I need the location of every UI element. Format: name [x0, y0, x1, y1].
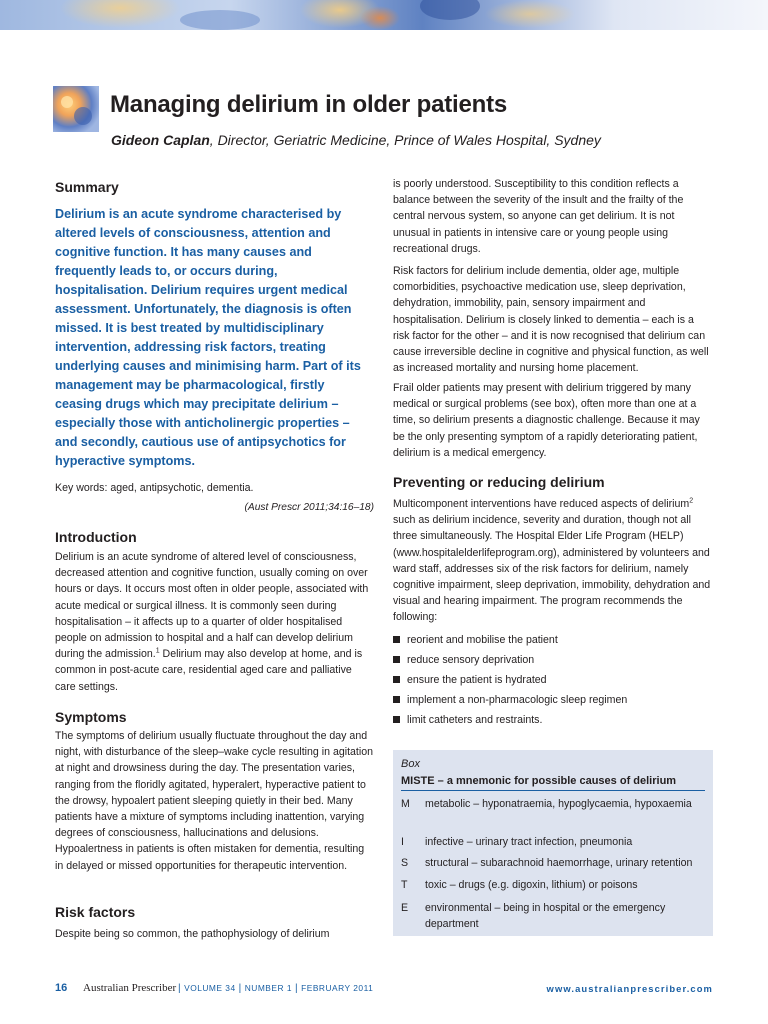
- journal-name: Australian Prescriber: [83, 982, 177, 994]
- recommendations-list: [393, 630, 713, 730]
- list-item-text: ensure the patient is hydrated: [407, 674, 547, 686]
- summary-text: Delirium is an acute syndrome characterised by altered levels of consciousness, attention and cognitive function. It has many causes and frequently leads to, or occurs during, hospitalisation. Delirium requires urgent medical assessment. Unfortunately, the diagnosis is often missed. It is best treated by multidisciplinary intervention, addressing risk factors, treating underlying causes and minimising harm. Part of its management may be pharmacological, firstly ceasing drugs which may precipitate delirium – especially those with anticholinergic properties – and secondly, cautious use of antipsychotics for hyperactive symptoms.: [55, 207, 361, 468]
- preventing-text-b: such as delirium incidence, severity and duration, though not all three simultaneously. The Hospital Elder Life Program (HELP) (www.hospitalelderlifeprogram.org), administered by volunteers and ward staff, addresses six of the risk factors for delirium, namely cognitive impairment, sleep deprivation, immobility, dehydration and visual and hearing impairment. The program recommends the following:: [393, 514, 711, 624]
- title-thumbnail-image: [53, 86, 99, 132]
- symptoms-heading: Symptoms: [55, 709, 127, 725]
- list-item-text: limit catheters and restraints.: [407, 714, 543, 726]
- issue-info: [175, 983, 373, 994]
- box-label: Box: [401, 758, 420, 770]
- mnemonic-description: environmental – being in hospital or the emergency department: [425, 902, 666, 930]
- introduction-text-main: Delirium is an acute syndrome of altered level of consciousness, decreased attention and cognitive function, usually coming on over hours or days. It occurs most often in older people, associated with acute medical or surgical illness. It is commonly seen during hospitalisation – it affects up to a quarter of older hospitalised people on admission to hospital and a half can develop delirium during the admission.: [55, 551, 369, 661]
- introduction-text-end: Delirium may also develop at home, and is common in post-acute care, residential aged care and palliative care settings.: [55, 648, 363, 693]
- author-name: Gideon Caplan: [111, 132, 210, 148]
- mnemonic-letter: T: [401, 879, 408, 891]
- bullet-square-icon: [393, 676, 400, 683]
- reference-2: 2: [689, 497, 694, 505]
- mnemonic-description: toxic – drugs (e.g. digoxin, lithium) or poisons: [425, 879, 638, 891]
- keywords: Key words: aged, antipsychotic, dementia.: [55, 482, 254, 494]
- mnemonic-description: metabolic – hyponatraemia, hypoglycaemia, hypoxaemia: [425, 798, 692, 810]
- preventing-text: [393, 496, 713, 626]
- introduction-heading: Introduction: [55, 529, 137, 545]
- miste-box: [393, 750, 713, 936]
- risk-factors-para-3: Frail older patients may present with delirium triggered by many medical or surgical problems (see box), often more than one at a time, so delirium presents a diagnostic challenge. Because it may be the only presenting symptom of a rapidly deteriorating patient, delirium is a medical emergency.: [393, 382, 700, 459]
- issue-number: NUMBER 1: [244, 983, 293, 993]
- journal-url-link[interactable]: www.australianprescriber.com: [546, 983, 713, 994]
- article-title: Managing delirium in older patients: [110, 91, 508, 118]
- byline: [111, 132, 601, 148]
- list-item-text: reduce sensory deprivation: [407, 654, 535, 666]
- mnemonic-description: infective – urinary tract infection, pneumonia: [425, 836, 633, 848]
- separator: |: [178, 983, 182, 994]
- author-affiliation: , Director, Geriatric Medicine, Prince of Wales Hospital, Sydney: [209, 132, 601, 148]
- risk-factors-para-1: is poorly understood. Susceptibility to this condition reflects a balance between the severity of the insult and the frailty of the central nervous system, so anyone can get delirium. It is not unusual in patients in intensive care or young people using recreational drugs.: [393, 178, 684, 255]
- list-item: [393, 670, 713, 690]
- list-item: [393, 710, 713, 730]
- list-item: [393, 650, 713, 670]
- citation: (Aust Prescr 2011;34:16–18): [244, 502, 374, 513]
- list-item-text: implement a non-pharmacologic sleep regimen: [407, 694, 628, 706]
- mnemonic-letter: I: [401, 836, 404, 848]
- volume: VOLUME 34: [184, 983, 236, 993]
- risk-factors-para-2: Risk factors for delirium include dementia, older age, multiple comorbidities, psychoactive medication use, sleep deprivation, dehydration, immobility, pain, sensory impairment and hospitalisation. Delirium is closely linked to dementia – each is a risk factor for the other – and it is now recognised that delirium can cause irreversible decline in cognitive and physical function, as well as increased mortality and nursing home placement.: [393, 265, 709, 375]
- header-banner-image: [0, 0, 768, 30]
- summary-heading: Summary: [55, 179, 119, 195]
- mnemonic-description: structural – subarachnoid haemorrhage, urinary retention: [425, 857, 693, 869]
- risk-factors-heading: Risk factors: [55, 904, 136, 920]
- issue-date: FEBRUARY 2011: [301, 983, 374, 993]
- mnemonic-letter: S: [401, 857, 409, 869]
- list-item: [393, 630, 713, 650]
- list-item: [393, 690, 713, 710]
- bullet-square-icon: [393, 656, 400, 663]
- list-item-text: reorient and mobilise the patient: [407, 634, 558, 646]
- introduction-text: [55, 549, 375, 695]
- reference-1: 1: [155, 647, 160, 655]
- symptoms-text: The symptoms of delirium usually fluctuate throughout the day and night, with disturbance of the sleep–wake cycle resulting in agitation at night and drowsiness during the day. The presentation varies, ranging from the floridly agitated, hyperalert, hyperactive patient to the drowsy, hypoalert patient sleeping quietly in their bed. Many patients have a mixture of symptoms including inattention, varying degrees of consciousness, hallucinations and delusions. Hypoalertness in patients is often mistaken for dementia, resulting in delayed or missed opportunities for therapeutic intervention.: [55, 730, 373, 872]
- bullet-square-icon: [393, 636, 400, 643]
- separator: |: [295, 983, 299, 994]
- bullet-square-icon: [393, 696, 400, 703]
- mnemonic-letter: E: [401, 902, 409, 914]
- box-title: MISTE – a mnemonic for possible causes of delirium: [401, 775, 705, 791]
- page-number: 16: [55, 982, 68, 994]
- mnemonic-letter: M: [401, 798, 410, 810]
- preventing-heading: Preventing or reducing delirium: [393, 474, 605, 490]
- preventing-text-a: Multicomponent interventions have reduced aspects of delirium: [393, 498, 690, 510]
- risk-factors-text-start: Despite being so common, the pathophysiology of delirium: [55, 928, 330, 940]
- bullet-square-icon: [393, 716, 400, 723]
- separator: |: [238, 983, 242, 994]
